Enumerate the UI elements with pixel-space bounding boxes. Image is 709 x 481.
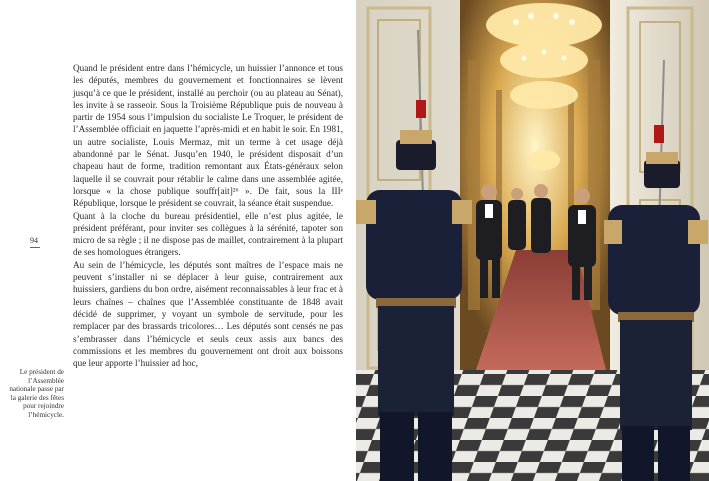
paragraph-2: Quant à la cloche du bureau présidentiel, elle n’est plus agitée, le président préférant, pour inviter ses collègues à la sérénité, tapoter son micro de sa règle ; il ne dispose pas de maillet, contrairement à la plupart de ses homologues étrangers. bbox=[73, 210, 343, 258]
page-number: 94 bbox=[30, 236, 38, 245]
body-text bbox=[73, 62, 343, 369]
paragraph-1: Quand le président entre dans l’hémicycle, un huissier l’annonce et tous les députés, membres du gouvernement et fonctionnaires se lèvent jusqu’à ce que le président, installé au perchoir (ou au plateau au Sénat), les invite à se rasseoir. Sous la Troisième République puis de nouveau à partir de 1954 sous l’impulsion du socialiste Le Troquer, le président de l’Assemblée officiait en jaquette l’après-midi et en habit le soir. En 1981, un autre socialiste, Louis Mermaz, mit un terme à cet usage déjà abandonné par le Sénat. Jusqu’en 1940, le président disposait d’un chapeau haut de forme, tradition remontant aux États-généraux selon laquelle il se couvrait pour rétablir le calme dans une assemblée agitée, lorsque « la chose publique souffr[ait]²⁶ ». De fait, sous la IIIᵉ République, lorsque le président se couvrait, la séance était suspendue. bbox=[73, 63, 343, 209]
paragraph-3: Au sein de l’hémicycle, les députés sont maîtres de l’espace mais ne peuvent s’installer ni se déplacer à leur guise, contrairement aux huissiers, gardiens du bon ordre, aisément reconnaissables à leur frac et à leurs chaînes – chaînes que l’Assemblée constituante de 1848 avait décidé de supprimer, y voyant un symbole de servitude, pour les remplacer par des brassards tricolores… Les députés sont censés ne pas s’embrasser dans l’hémicycle et seuls ceux assis aux bancs des commissions et les membres du gouvernement ont droit aux boissons que leur apporte l’huissier ad hoc, bbox=[73, 259, 343, 369]
page-number-rule bbox=[30, 247, 40, 248]
photo-caption: Le président de l’Assemblée nationale passe par la galerie des fêtes pour rejoindre l’hémicycle. bbox=[9, 368, 64, 419]
photo-gallery-procession bbox=[356, 0, 709, 481]
